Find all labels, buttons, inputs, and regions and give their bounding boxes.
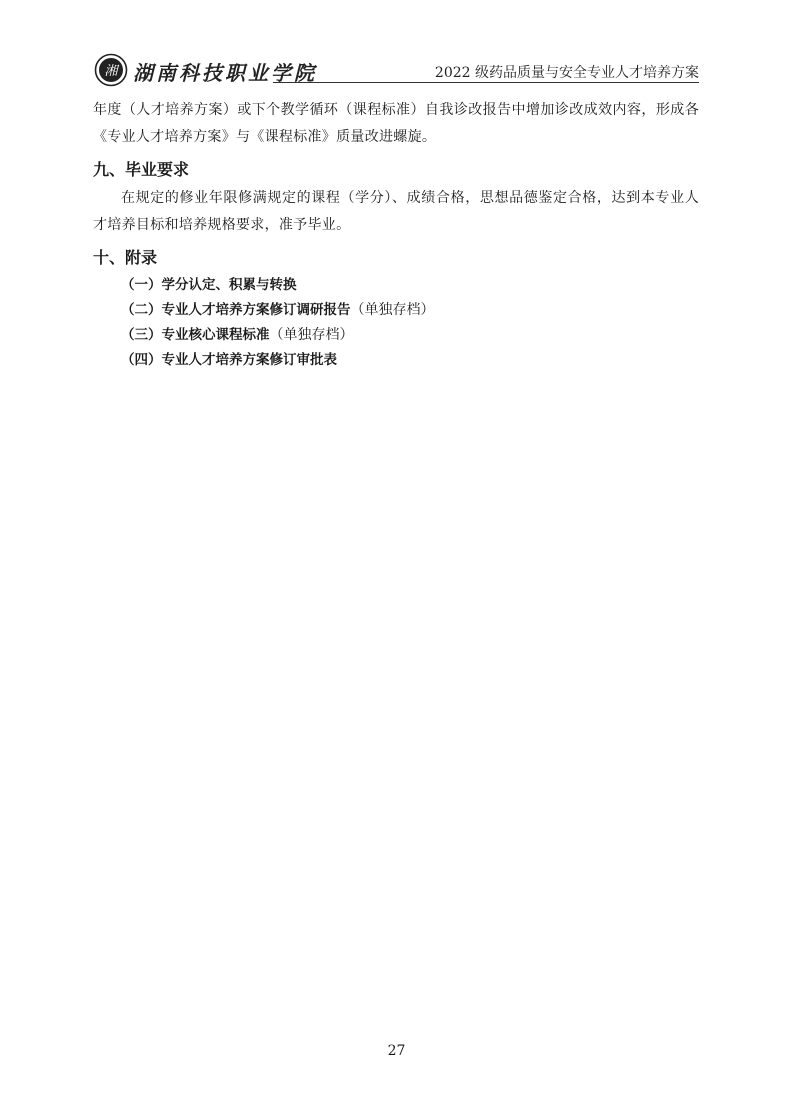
page-number: 27 (387, 1043, 406, 1059)
continued-paragraph: 年度（人才培养方案）或下个教学循环（课程标准）自我诊改报告中增加诊改成效内容，形成各《专业人才培养方案》与《课程标准》质量改进螺旋。 (93, 102, 699, 145)
page-content (93, 97, 699, 373)
appendix-item-label: （一）学分认定、积累与转换 (121, 277, 297, 293)
document-title: 2022 级药品质量与安全专业人才培养方案 (434, 65, 699, 81)
appendix-item (93, 298, 699, 323)
appendix-item (93, 323, 699, 348)
appendix-list (93, 273, 699, 373)
graduation-paragraph: 在规定的修业年限修满规定的课程（学分）、成绩合格，思想品德鉴定合格，达到本专业人才培养目标和培养规格要求，准予毕业。 (93, 190, 699, 233)
appendix-item-label: （二）专业人才培养方案修订调研报告 (121, 302, 351, 318)
section-heading-appendix: 十、附录 (93, 248, 158, 267)
school-emblem-icon (93, 52, 129, 88)
appendix-item-label: （三）专业核心课程标准 (121, 327, 270, 343)
svg-text:湘: 湘 (104, 64, 118, 79)
appendix-item-note: （单独存档） (350, 302, 435, 318)
appendix-item-label: （四）专业人才培养方案修订审批表 (121, 352, 337, 368)
page-header (93, 52, 699, 88)
section-heading-graduation: 九、毕业要求 (93, 160, 190, 179)
appendix-item (93, 273, 699, 298)
header-rule (273, 82, 699, 83)
school-name: 湖南科技职业学院 (133, 61, 317, 85)
appendix-item-note: （单独存档） (269, 327, 354, 343)
appendix-item (93, 348, 699, 373)
